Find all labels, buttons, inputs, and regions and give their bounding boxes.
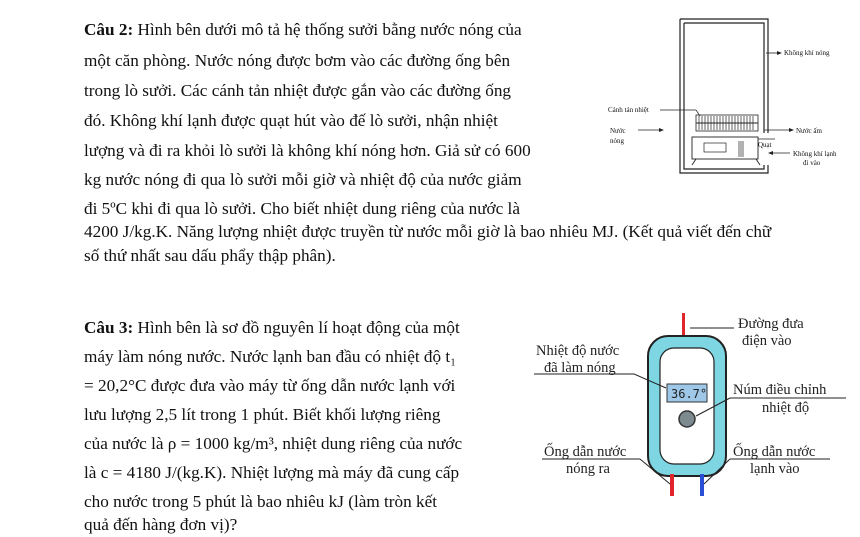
q3-line-6: là c = 4180 J/(kg.K). Nhiệt lượng mà máy đã cung cấp	[84, 463, 460, 482]
label-power-2: điện vào	[742, 333, 792, 349]
q3-label: Câu 3:	[84, 318, 134, 337]
label-fan: Quạt	[758, 141, 772, 149]
q2-label: Câu 2:	[84, 20, 134, 39]
label-cold-air-2: đi vào	[803, 159, 821, 167]
radiator-fins	[696, 115, 758, 131]
q3-line-1: Câu 3: Hình bên là sơ đồ nguyên lí hoạt động của một	[84, 318, 460, 337]
label-knob: Núm điều chỉnh	[733, 382, 827, 398]
label-water-in: Nước	[610, 127, 626, 135]
label-hot-water-temp-2: đã làm nóng	[544, 360, 616, 376]
label-power: Đường đưa	[738, 316, 804, 332]
q2-line-9: số thứ nhất sau dấu phẩy thập phân).	[84, 246, 336, 265]
q3-line-2: máy làm nóng nước. Nước lạnh ban đầu có nhiệt độ t₁	[84, 347, 457, 366]
q2-line-7: đi 5ºC khi đi qua lò sưởi. Cho biết nhiệt dung riêng của nước là	[84, 199, 520, 218]
water-heater-diagram	[530, 308, 855, 508]
q2-line-3: trong lò sưởi. Các cánh tản nhiệt được gắn vào các đường ống	[84, 81, 512, 100]
cold-pipe	[700, 474, 704, 496]
q2-line-8: 4200 J/kg.K. Năng lượng nhiệt được truyền từ nước mỗi giờ là bao nhiêu MJ. (Kết quả viết đến chữ	[84, 222, 772, 241]
temperature-knob	[679, 411, 695, 427]
label-fins: Cánh tản nhiệt	[608, 106, 649, 114]
q3-line-3: = 20,2°C được đưa vào máy từ ống dẫn nước lạnh với	[84, 376, 456, 395]
label-water-in-2: nóng	[610, 137, 624, 145]
q2-line-1: Câu 2: Hình bên dưới mô tả hệ thống sưởi bằng nước nóng của	[84, 20, 522, 39]
q3-line-5: của nước là ρ = 1000 kg/m³, nhiệt dung riêng của nước	[84, 434, 463, 453]
label-knob-2: nhiệt độ	[762, 400, 810, 416]
label-water-out: Nước ấm	[796, 127, 822, 135]
label-hot-air: Không khí nóng	[784, 49, 830, 57]
label-hot-pipe: Ống dẫn nước	[544, 444, 627, 460]
q3-line-7: cho nước trong 5 phút là bao nhiêu kJ (làm tròn kết	[84, 492, 438, 511]
q2-line-4: đó. Không khí lạnh được quạt hút vào đế lò sưởi, nhận nhiệt	[84, 111, 498, 130]
q2-line-6: kg nước nóng đi qua lò sưởi mỗi giờ và nhiệt độ của nước giảm	[84, 170, 522, 189]
label-cold-air: Không khí lạnh	[793, 150, 837, 158]
q3-line-8: quả đến hàng đơn vị)?	[84, 515, 238, 534]
hot-pipe	[670, 474, 674, 496]
q3-line-4: lưu lượng 2,5 lít trong 1 phút. Biết khối lượng riêng	[84, 405, 441, 424]
fan-icon	[704, 143, 726, 152]
radiator-diagram	[600, 15, 850, 187]
label-hot-water-temp: Nhiệt độ nước	[536, 343, 620, 359]
label-cold-pipe-2: lạnh vào	[750, 461, 800, 477]
q2-line-2: một căn phòng. Nước nóng được bơm vào các đường ống bên	[84, 51, 511, 70]
label-hot-pipe-2: nóng ra	[566, 461, 610, 477]
display-value: 36.7°	[671, 387, 708, 401]
q2-line-5: lượng và đi ra khỏi lò sưởi là không khí nóng hơn. Giả sử có 600	[84, 141, 531, 160]
label-cold-pipe: Ống dẫn nước	[733, 444, 816, 460]
